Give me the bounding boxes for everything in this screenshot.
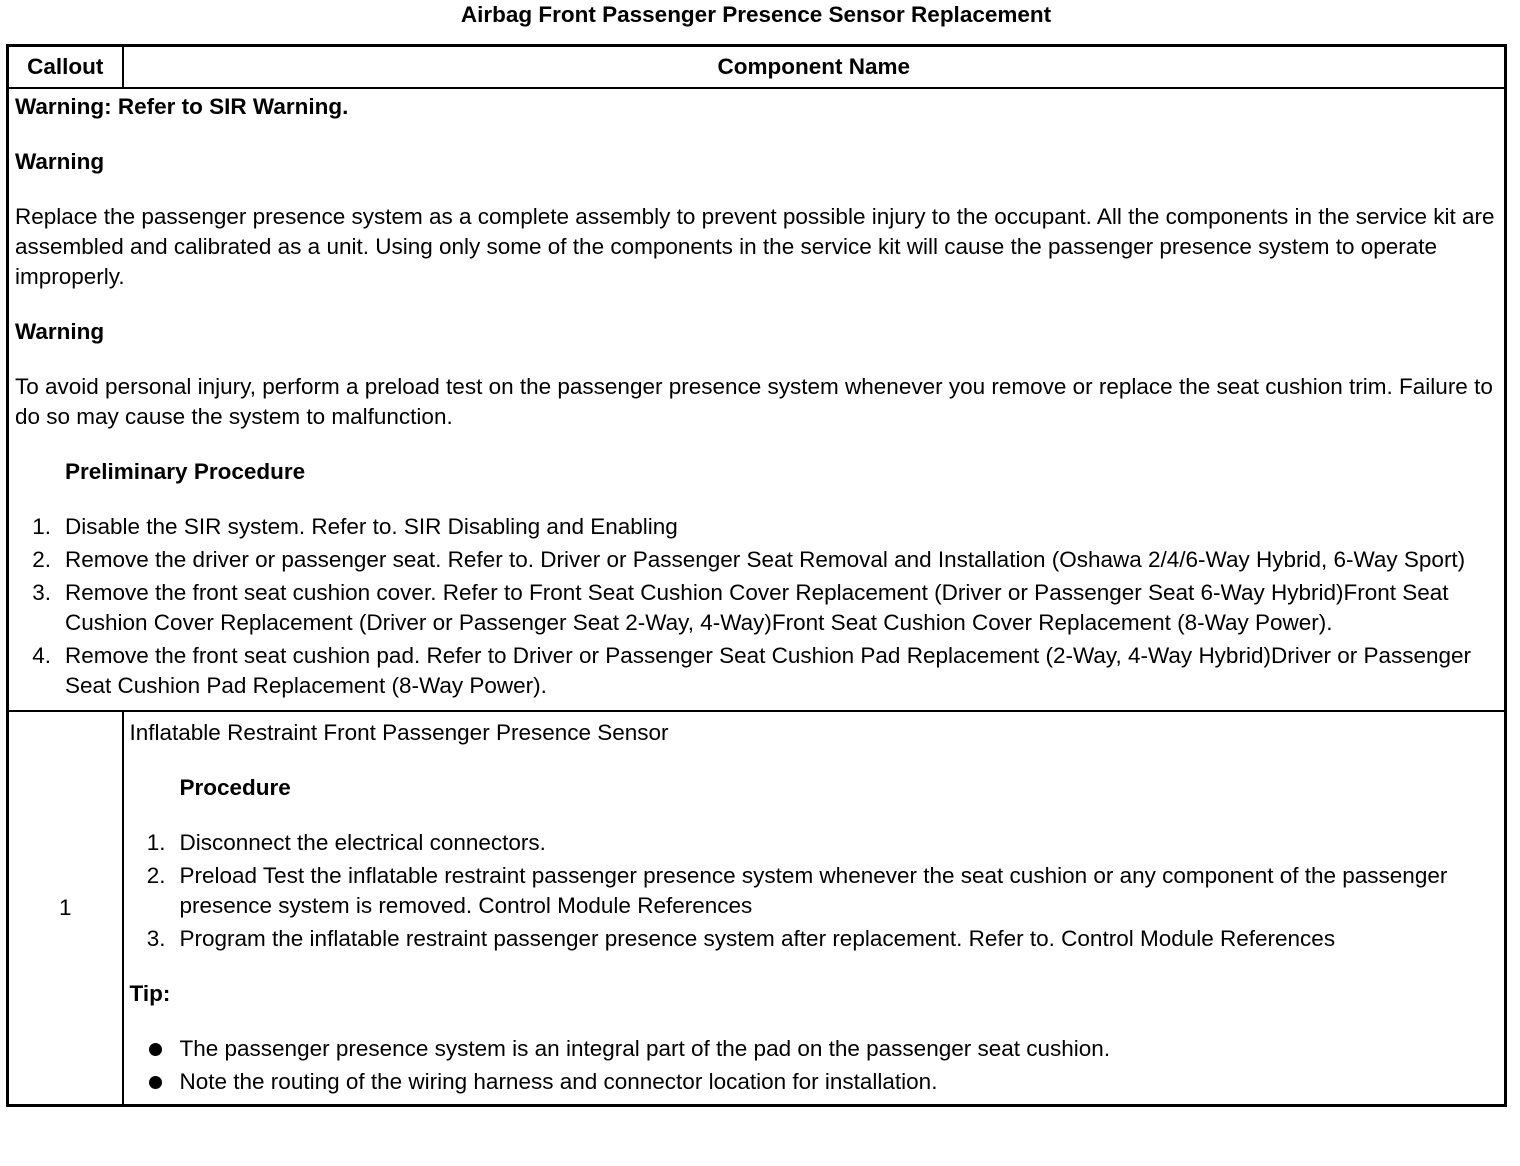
step-number: 4. — [32, 643, 51, 668]
step-number: 2. — [32, 547, 51, 572]
list-item — [15, 512, 1498, 542]
tip-label: Tip: — [129, 981, 171, 1006]
component-table — [6, 44, 1507, 1107]
preliminary-procedure-title: Preliminary Procedure — [65, 459, 306, 484]
step-text: Remove the front seat cushion cover. Refer to Front Seat Cushion Cover Replacement (Driver or Passenger Seat 6-Way Hybrid)Front Seat Cushion Cover Replacement (Driver or Passenger Seat 2-Way, 4-Way)Front Seat Cushion Cover Replacement (8-Way Power). — [65, 580, 1449, 635]
step-number: 1. — [146, 830, 166, 855]
callout-header: Callout — [8, 46, 123, 89]
step-text: Remove the front seat cushion pad. Refer to Driver or Passenger Seat Cushion Pad Replacement (2-Way, 4-Way Hybrid)Driver or Passenger Seat Cushion Pad Replacement (8-Way Power). — [65, 643, 1472, 698]
warning-2-title: Warning — [15, 319, 105, 344]
procedure-steps-list — [130, 828, 1499, 954]
table-header-row — [8, 46, 1506, 89]
preliminary-row — [8, 88, 1506, 711]
procedure-title: Procedure — [179, 775, 291, 800]
step-text: Disable the SIR system. Refer to. SIR Disabling and Enabling — [65, 514, 678, 539]
component-cell — [123, 711, 1506, 1106]
preliminary-steps-list — [15, 512, 1498, 701]
list-item — [130, 861, 1499, 921]
page-title: Airbag Front Passenger Presence Sensor Replacement — [460, 2, 1052, 27]
tip-text: The passenger presence system is an integral part of the pad on the passenger seat cushion. — [179, 1036, 1111, 1061]
component-name: Inflatable Restraint Front Passenger Presence Sensor — [129, 720, 669, 745]
step-text: Preload Test the inflatable restraint passenger presence system whenever the seat cushion or any component of the passenger presence system is removed. Control Module References — [179, 863, 1448, 918]
step-text: Remove the driver or passenger seat. Refer to. Driver or Passenger Seat Removal and Installation (Oshawa 2/4/6-Way Hybrid, 6-Way Sport) — [65, 547, 1466, 572]
step-text: Disconnect the electrical connectors. — [179, 830, 546, 855]
list-item — [130, 1034, 1499, 1064]
list-item — [130, 828, 1499, 858]
step-number: 3. — [32, 580, 51, 605]
sir-warning-reference: Warning: Refer to SIR Warning. — [15, 94, 349, 119]
preliminary-cell — [8, 88, 1506, 711]
warning-1-text: Replace the passenger presence system as a complete assembly to prevent possible injury to the occupant. All the components in the service kit are assembled and calibrated as a unit. Using only some of the components in the service kit will cause the passenger presence system to operate improperly. — [15, 204, 1495, 289]
component-name-header: Component Name — [123, 46, 1506, 89]
list-item — [15, 578, 1498, 638]
warning-2-text: To avoid personal injury, perform a preload test on the passenger presence system whenever you remove or replace the seat cushion trim. Failure to do so may cause the system to malfunction. — [15, 374, 1493, 429]
callout-number: 1 — [8, 711, 123, 1106]
tip-text: Note the routing of the wiring harness and connector location for installation. — [179, 1069, 938, 1094]
list-item — [15, 641, 1498, 701]
step-number: 3. — [146, 926, 166, 951]
step-number: 2. — [146, 863, 166, 888]
tips-list — [130, 1034, 1499, 1097]
bullet-icon — [149, 1043, 162, 1056]
step-text: Program the inflatable restraint passenger presence system after replacement. Refer to. Control Module References — [179, 926, 1336, 951]
list-item — [15, 545, 1498, 575]
list-item — [130, 924, 1499, 954]
table-row — [8, 711, 1506, 1106]
bullet-icon — [149, 1076, 162, 1089]
warning-1-title: Warning — [15, 149, 105, 174]
step-number: 1. — [32, 514, 51, 539]
list-item — [130, 1067, 1499, 1097]
